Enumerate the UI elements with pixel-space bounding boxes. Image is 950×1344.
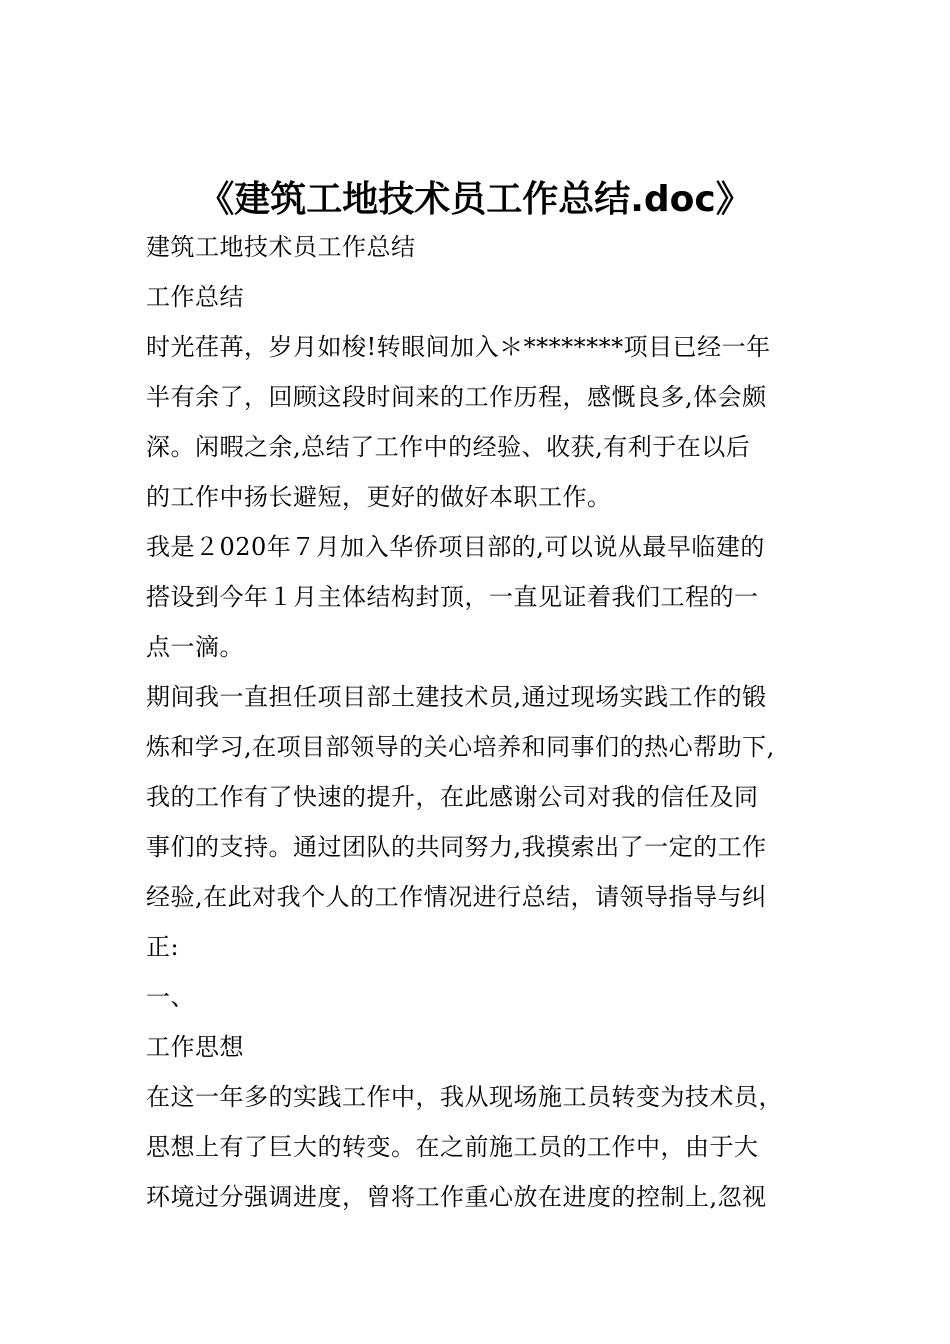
text-line: 半有余了，回顾这段时间来的工作历程，感慨良多,体会颇 [146, 383, 767, 411]
text-line: 我的工作有了快速的提升，在此感谢公司对我的信任及同 [146, 783, 759, 811]
document-title: 《建筑工地技术员工作总结.doc》 [198, 179, 752, 220]
text-line: 深。闲暇之余,总结了工作中的经验、收获,有利于在以后 [146, 433, 751, 461]
text-line: 的工作中扬长避短，更好的做好本职工作。 [146, 483, 612, 511]
text-line: 点一滴。 [146, 633, 244, 661]
text-line: 时光荏苒，岁月如梭!转眼间加入＊********项目已经一年 [146, 333, 771, 361]
text-line: 经验,在此对我个人的工作情况进行总结，请领导指导与纠 [146, 883, 767, 911]
section-number: 一、 [146, 983, 195, 1011]
section-heading: 工作思想 [146, 1033, 244, 1061]
text-line: 炼和学习,在项目部领导的关心培养和同事们的热心帮助下, [146, 733, 775, 761]
text-line: 在这一年多的实践工作中，我从现场施工员转变为技术员， [146, 1083, 783, 1111]
section-heading: 工作总结 [146, 283, 244, 311]
text-line: 正: [146, 933, 180, 961]
subtitle-line: 建筑工地技术员工作总结 [146, 233, 416, 261]
text-line: 我是２020年７月加入华侨项目部的,可以说从最早临建的 [146, 533, 765, 561]
text-line: 期间我一直担任项目部土建技术员,通过现场实践工作的锻 [146, 683, 767, 711]
document-body [146, 222, 818, 1222]
text-line: 思想上有了巨大的转变。在之前施工员的工作中，由于大 [146, 1133, 759, 1161]
text-line: 搭设到今年１月主体结构封顶，一直见证着我们工程的一 [146, 583, 759, 611]
text-line: 事们的支持。通过团队的共同努力,我摸索出了一定的工作 [146, 833, 767, 861]
text-line: 环境过分强调进度，曾将工作重心放在进度的控制上,忽视 [146, 1183, 767, 1211]
